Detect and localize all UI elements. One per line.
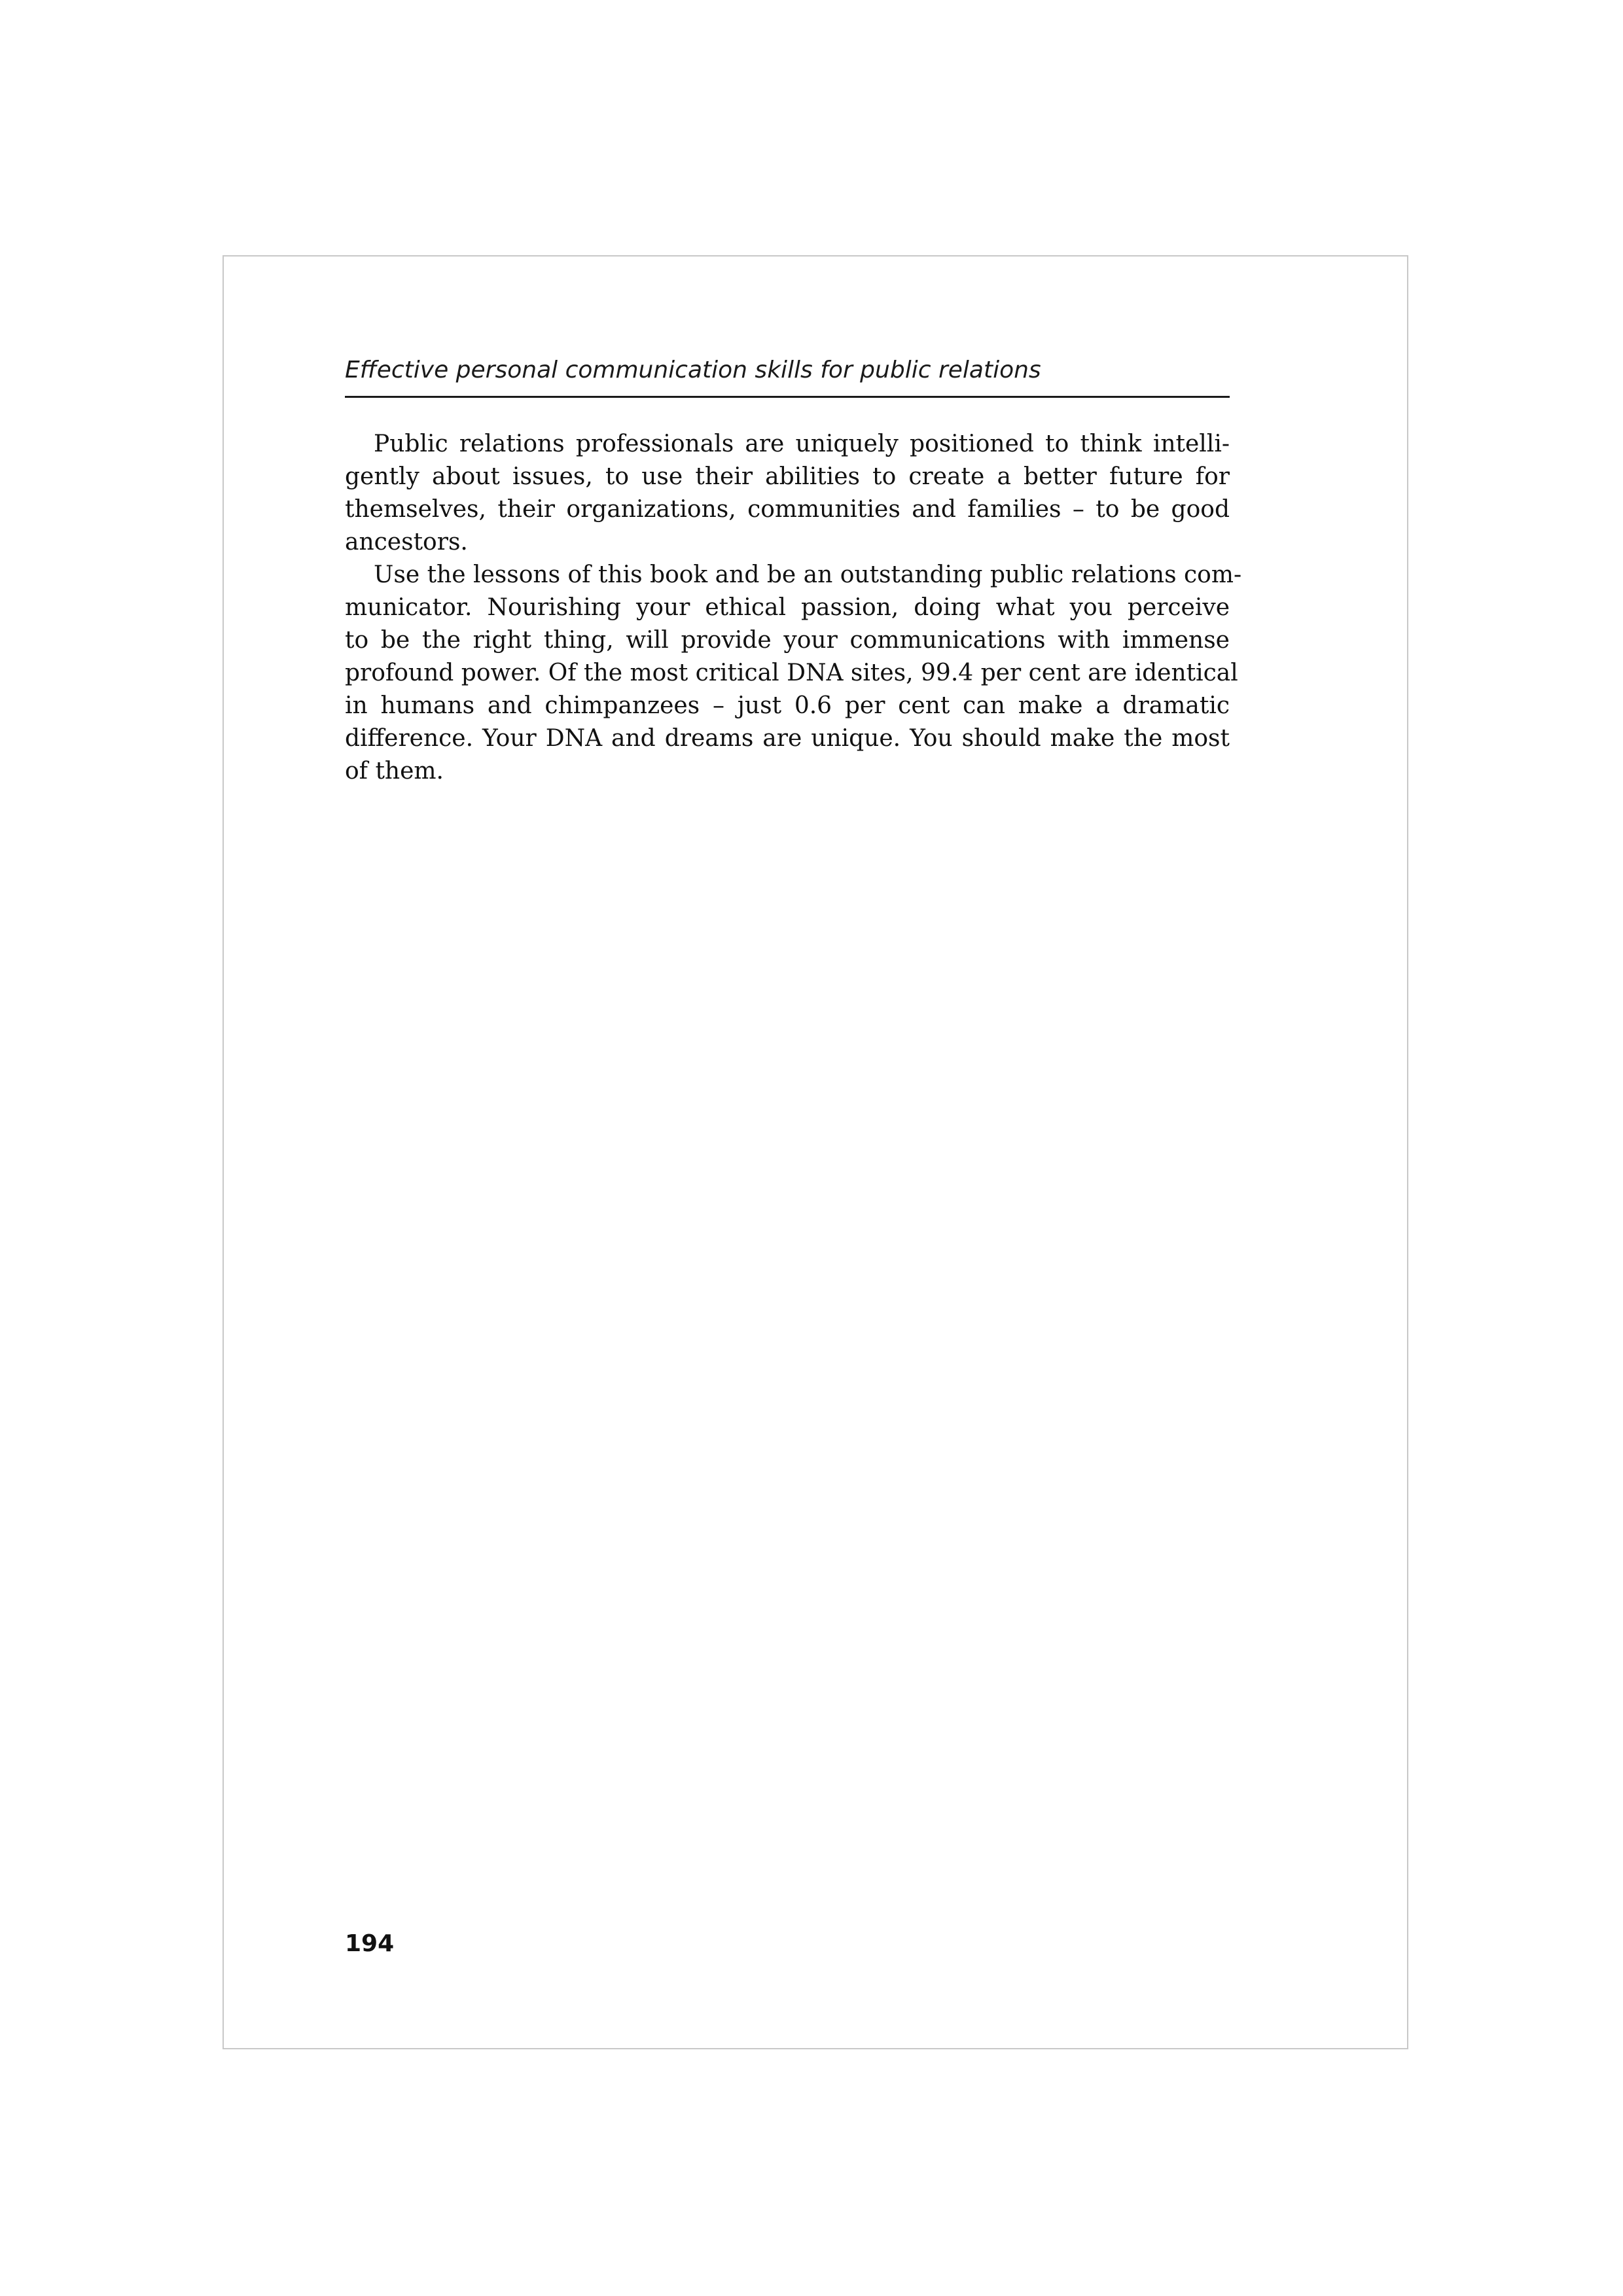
- text-line: ancestors.: [345, 529, 468, 556]
- text-line: to be the right thing, will provide your communications with immense: [345, 627, 1230, 654]
- paragraph-1: [345, 428, 1230, 559]
- text-line: in humans and chimpanzees – just 0.6 per cent can make a dramatic: [345, 692, 1230, 719]
- text-line: Public relations professionals are uniquely positioned to think intelli-: [374, 431, 1230, 457]
- text-line: difference. Your DNA and dreams are unique. You should make the most: [345, 725, 1230, 752]
- text-line: municator. Nourishing your ethical passion, doing what you perceive: [345, 594, 1230, 621]
- text-line: of them.: [345, 758, 444, 785]
- text-line: profound power. Of the most critical DNA sites, 99.4 per cent are identical: [345, 660, 1238, 686]
- page-number: 194: [345, 1930, 395, 1957]
- paragraph-2: [345, 559, 1242, 788]
- text-line: Use the lessons of this book and be an outstanding public relations com-: [374, 561, 1242, 588]
- text-line: themselves, their organizations, communities and families – to be good: [345, 496, 1230, 523]
- text-line: gently about issues, to use their abilities to create a better future for: [345, 463, 1230, 490]
- body-text: [345, 428, 1242, 788]
- running-header: Effective personal communication skills for public relations: [345, 351, 1230, 398]
